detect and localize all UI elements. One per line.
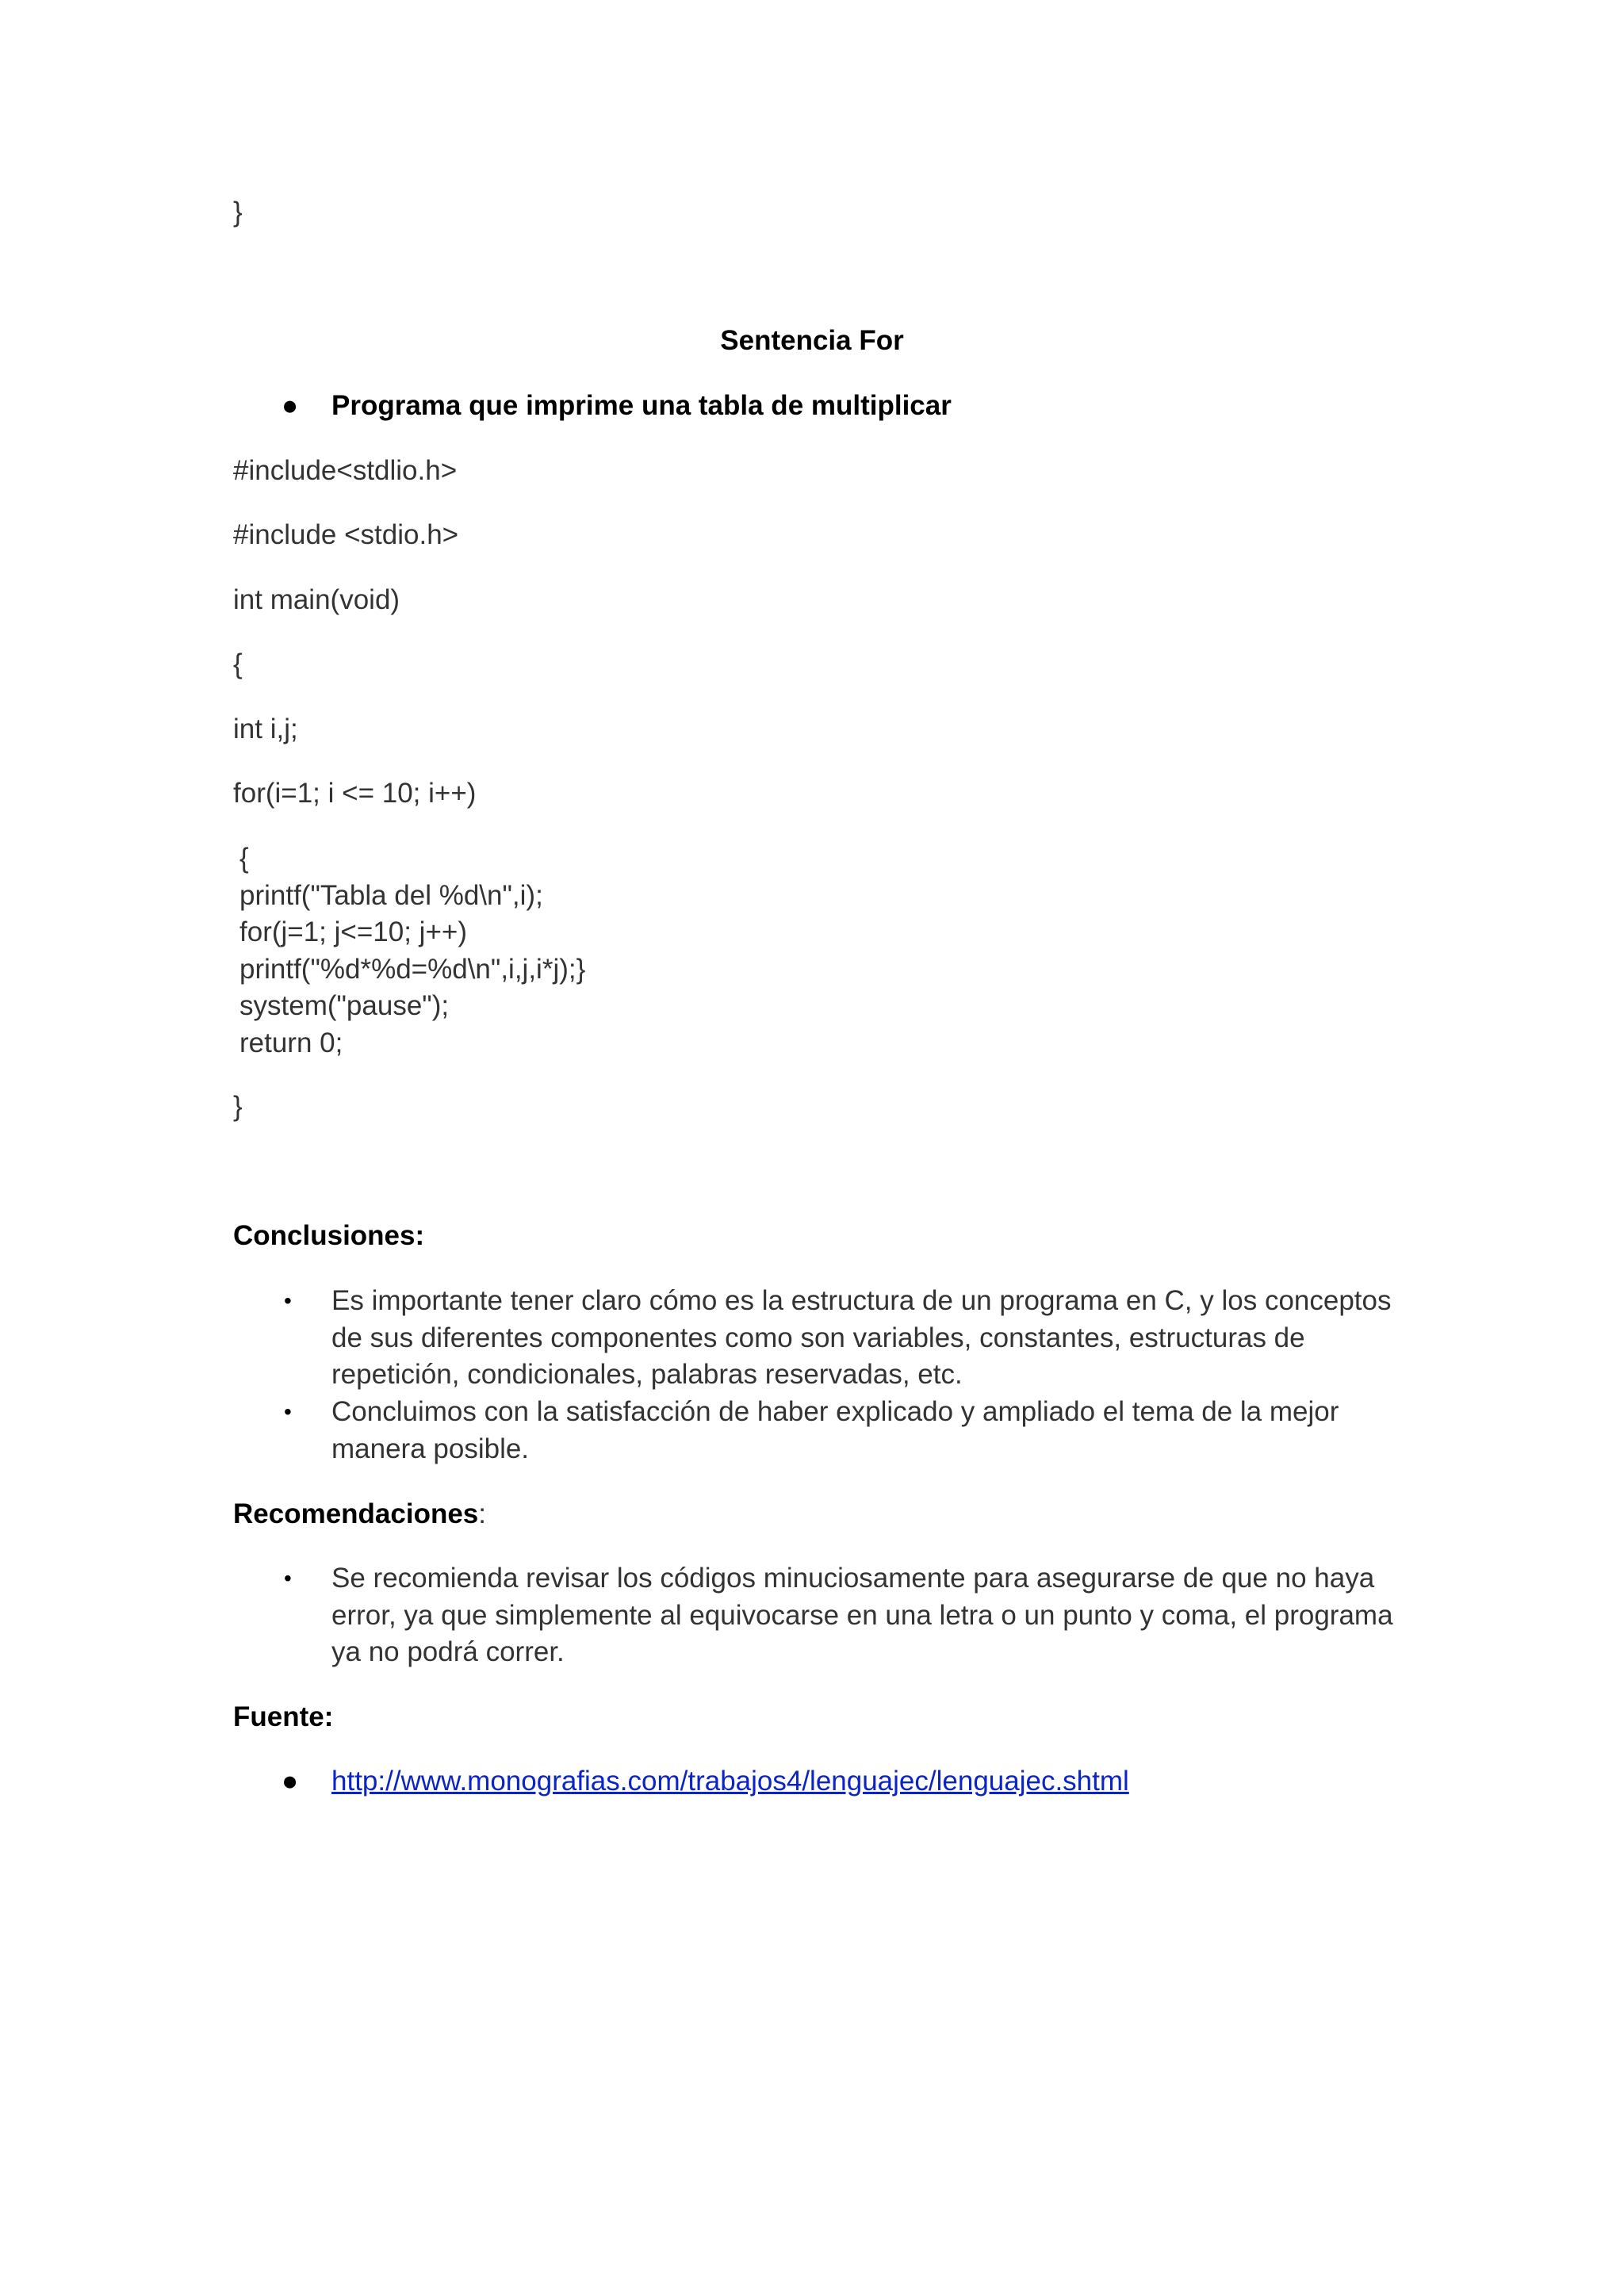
code-line: int i,j; xyxy=(233,714,298,744)
closing-brace: } xyxy=(233,1091,243,1122)
bullet-icon: • xyxy=(284,1288,292,1313)
recommendations-colon: : xyxy=(478,1498,487,1529)
conclusion-item: Es importante tener claro cómo es la estructura de un programa en C, y los conceptos de sus diferentes componentes como son variables, constantes, estructuras de repetición, condicionales, palabras reservadas, etc. xyxy=(331,1285,1392,1390)
code-line: int main(void) xyxy=(233,584,400,615)
section-title: Sentencia For xyxy=(720,325,904,356)
code-block: { printf("Tabla del %d\n",i); for(j=1; j<=10; j++) printf("%d*%d=%d\n",i,j,i*j);} system("pause"); return 0; xyxy=(239,843,586,1058)
bullet-icon: ● xyxy=(282,1766,299,1797)
recommendation-item: Se recomienda revisar los códigos minuciosamente para asegurarse de que no haya error, ya que simplemente al equivocarse en una letra o un punto y coma, el programa ya no podrá correr. xyxy=(331,1563,1393,1667)
code-line: #include <stdio.h> xyxy=(233,519,459,550)
code-line: for(i=1; i <= 10; i++) xyxy=(233,778,477,809)
top-closing-brace: } xyxy=(233,197,243,228)
bullet-icon: • xyxy=(284,1399,292,1424)
recommendations-heading-row xyxy=(233,1496,486,1533)
code-line: #include<stdlio.h> xyxy=(233,455,458,486)
source-link[interactable]: http://www.monografias.com/trabajos4/lenguajec/lenguajec.shtml xyxy=(331,1766,1129,1797)
program-heading: Programa que imprime una tabla de multiplicar xyxy=(331,390,952,421)
code-line: { xyxy=(233,649,243,679)
conclusion-item: Concluimos con la satisfacción de haber explicado y ampliado el tema de la mejor manera posible. xyxy=(331,1396,1339,1464)
bullet-icon: • xyxy=(284,1566,292,1590)
conclusions-heading: Conclusiones: xyxy=(233,1220,425,1251)
source-item xyxy=(331,1763,1410,1800)
bullet-icon: ● xyxy=(282,390,299,421)
source-heading: Fuente: xyxy=(233,1701,334,1732)
recommendations-heading: Recomendaciones xyxy=(233,1498,479,1529)
